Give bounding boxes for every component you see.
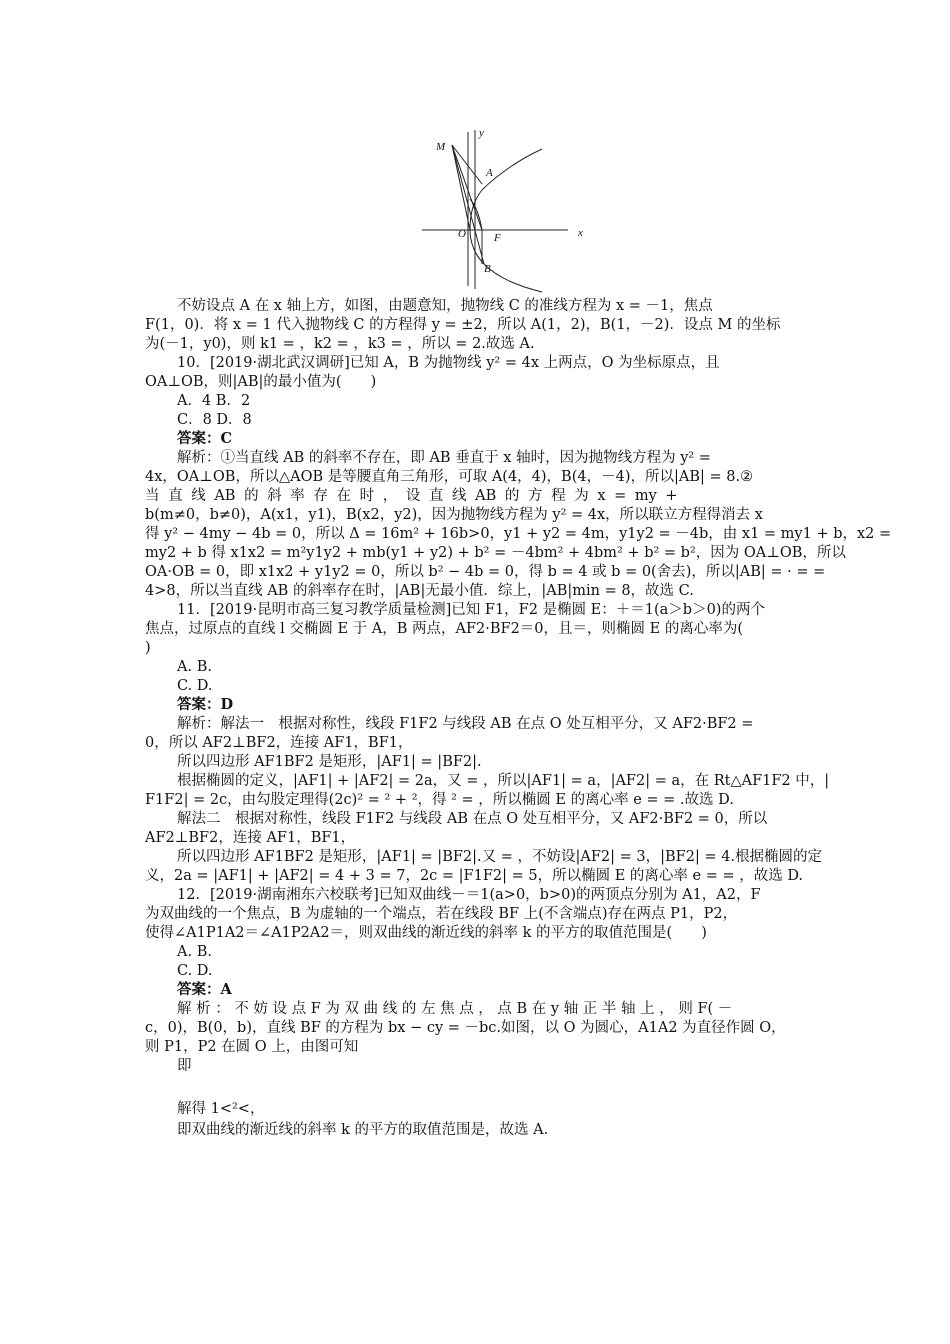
question-11-stem: 11．[2019·昆明市高三复习教学质量检测]已知 F1，F2 是椭圆 E：＋＝1(a＞b＞0)的两个 bbox=[177, 602, 765, 618]
text-line: 为(－1，y0)，则 k1 = ，k2 = ，k3 = ，所以 = 2.故选 A. bbox=[145, 336, 535, 352]
text-line: c，0)，B(0，b)，直线 BF 的方程为 bx − cy = －bc.如图，以 O 为圆心，A1A2 为直径作圆 O， bbox=[145, 1020, 786, 1036]
text-line: 即双曲线的渐近线的斜率 k 的平方的取值范围是，故选 A. bbox=[177, 1122, 549, 1138]
label-y: y bbox=[479, 127, 484, 139]
text-line: 解得 1<²<， bbox=[177, 1101, 265, 1117]
option-line: A. B. bbox=[177, 659, 212, 675]
text-line: ) bbox=[145, 640, 151, 656]
text-line: 为双曲线的一个焦点，B 为虚轴的一个端点，若在线段 BF 上(不含端点)存在两点 P1，P2， bbox=[145, 906, 738, 922]
analysis-line: 解析：解法一 根据对称性，线段 F1F2 与线段 AB 在点 O 处互相平分，又 AF2·BF2 = bbox=[177, 716, 754, 732]
text-line: 所以四边形 AF1BF2 是矩形，|AF1| = |BF2|. bbox=[177, 754, 482, 770]
text-line: 解法二 根据对称性，线段 F1F2 与线段 AB 在点 O 处互相平分，又 AF2·BF2 = 0，所以 bbox=[177, 811, 768, 827]
analysis-line: 解 析 ： 不 妨 设 点 F 为 双 曲 线 的 左 焦 点 ， 点 B 在 y 轴 正 半 轴 上 ， 则 F( － bbox=[177, 1001, 733, 1017]
text-line: my2 + b 得 x1x2 = m²y1y2 + mb(y1 + y2) + b² = －4bm² + 4bm² + b² = b²，因为 OA⊥OB，所以 bbox=[145, 545, 846, 561]
answer-line: 答案：C bbox=[177, 430, 233, 447]
label-B: B bbox=[484, 263, 491, 275]
text-line: F1F2| = 2c，由勾股定理得(2c)² = ² + ²，得 ² = ，所以椭圆 E 的离心率 e = = .故选 D. bbox=[145, 792, 734, 808]
text-line: 根据椭圆的定义，|AF1| + |AF2| = 2a，又 = ，所以|AF1| = a，|AF2| = a，在 Rt△AF1F2 中，| bbox=[177, 773, 830, 789]
text-line: 4>8，所以当直线 AB 的斜率存在时，|AB|无最小值．综上，|AB|min = 8，故选 C. bbox=[145, 583, 694, 599]
label-F: F bbox=[494, 232, 501, 244]
text-line: 得 y² − 4my − 4b = 0，所以 Δ = 16m² + 16b>0，y1 + y2 = 4m，y1y2 = －4b，由 x1 = my1 + b，x2 = bbox=[145, 526, 892, 542]
text-line: 4x，OA⊥OB，所以△AOB 是等腰直角三角形，可取 A(4，4)，B(4，－4)，所以|AB| = 8.② bbox=[145, 469, 754, 485]
answer-line: 答案：D bbox=[177, 696, 234, 713]
option-line: A. B. bbox=[177, 944, 212, 960]
parabola-diagram bbox=[418, 124, 584, 296]
question-12-stem: 12．[2019·湖南湘东六校联考]已知双曲线－＝1(a>0，b>0)的两顶点分别为 A1，A2，F bbox=[177, 887, 761, 903]
label-x: x bbox=[578, 227, 583, 239]
analysis-line: 解析：①当直线 AB 的斜率不存在，即 AB 垂直于 x 轴时，因为抛物线方程为 y² = bbox=[177, 450, 711, 466]
text-line: AF2⊥BF2，连接 AF1，BF1， bbox=[145, 830, 356, 846]
option-line: C. D. bbox=[177, 963, 213, 979]
label-O: O bbox=[458, 228, 466, 240]
text-line: OA⊥OB，则|AB|的最小值为( ) bbox=[145, 374, 377, 390]
text-line: 使得∠A1P1A2＝∠A1P2A2＝，则双曲线的渐近线的斜率 k 的平方的取值范围是( ) bbox=[145, 925, 707, 941]
text-line: b(m≠0，b≠0)，A(x1，y1)，B(x2，y2)，因为抛物线方程为 y² = 4x，所以联立方程得消去 x bbox=[145, 507, 763, 523]
text-line: OA·OB = 0，即 x1x2 + y1y2 = 0，所以 b² − 4b = 0，得 b = 4 或 b = 0(舍去)，所以|AB| = · = = bbox=[145, 564, 826, 580]
text-line: 义，2a = |AF1| + |AF2| = 4 + 3 = 7，2c = |F1F2| = 5，所以椭圆 E 的离心率 e = = ，故选 D. bbox=[145, 868, 804, 884]
text-line: 则 P1，P2 在圆 O 上，由图可知 bbox=[145, 1039, 359, 1055]
text-line: 即 bbox=[177, 1058, 192, 1074]
label-M: M bbox=[436, 141, 446, 153]
parabola-figure bbox=[418, 124, 584, 296]
option-line: C．8 D．8 bbox=[177, 412, 252, 428]
text-line: F(1，0)．将 x = 1 代入抛物线 C 的方程得 y = ±2，所以 A(1，2)，B(1，－2)．设点 M 的坐标 bbox=[145, 317, 781, 333]
question-10-stem: 10．[2019·湖北武汉调研]已知 A，B 为抛物线 y² = 4x 上两点，O 为坐标原点，且 bbox=[177, 355, 720, 371]
option-line: C. D. bbox=[177, 678, 213, 694]
option-line: A．4 B．2 bbox=[177, 393, 251, 409]
label-A: A bbox=[486, 167, 493, 179]
text-line: 不妨设点 A 在 x 轴上方，如图，由题意知，抛物线 C 的准线方程为 x = －1，焦点 bbox=[177, 298, 713, 314]
text-line: 焦点，过原点的直线 l 交椭圆 E 于 A，B 两点，AF2·BF2＝0，且＝，则椭圆 E 的离心率为( bbox=[145, 621, 743, 637]
text-line: 0，所以 AF2⊥BF2，连接 AF1，BF1， bbox=[145, 735, 413, 751]
text-line: 所以四边形 AF1BF2 是矩形，|AF1| = |BF2|.又 = ，不妨设|AF2| = 3，|BF2| = 4.根据椭圆的定 bbox=[177, 849, 823, 865]
text-line: 当 直 线 AB 的 斜 率 存 在 时 ， 设 直 线 AB 的 方 程 为 x = my + bbox=[145, 488, 678, 504]
answer-line: 答案：A bbox=[177, 981, 232, 998]
